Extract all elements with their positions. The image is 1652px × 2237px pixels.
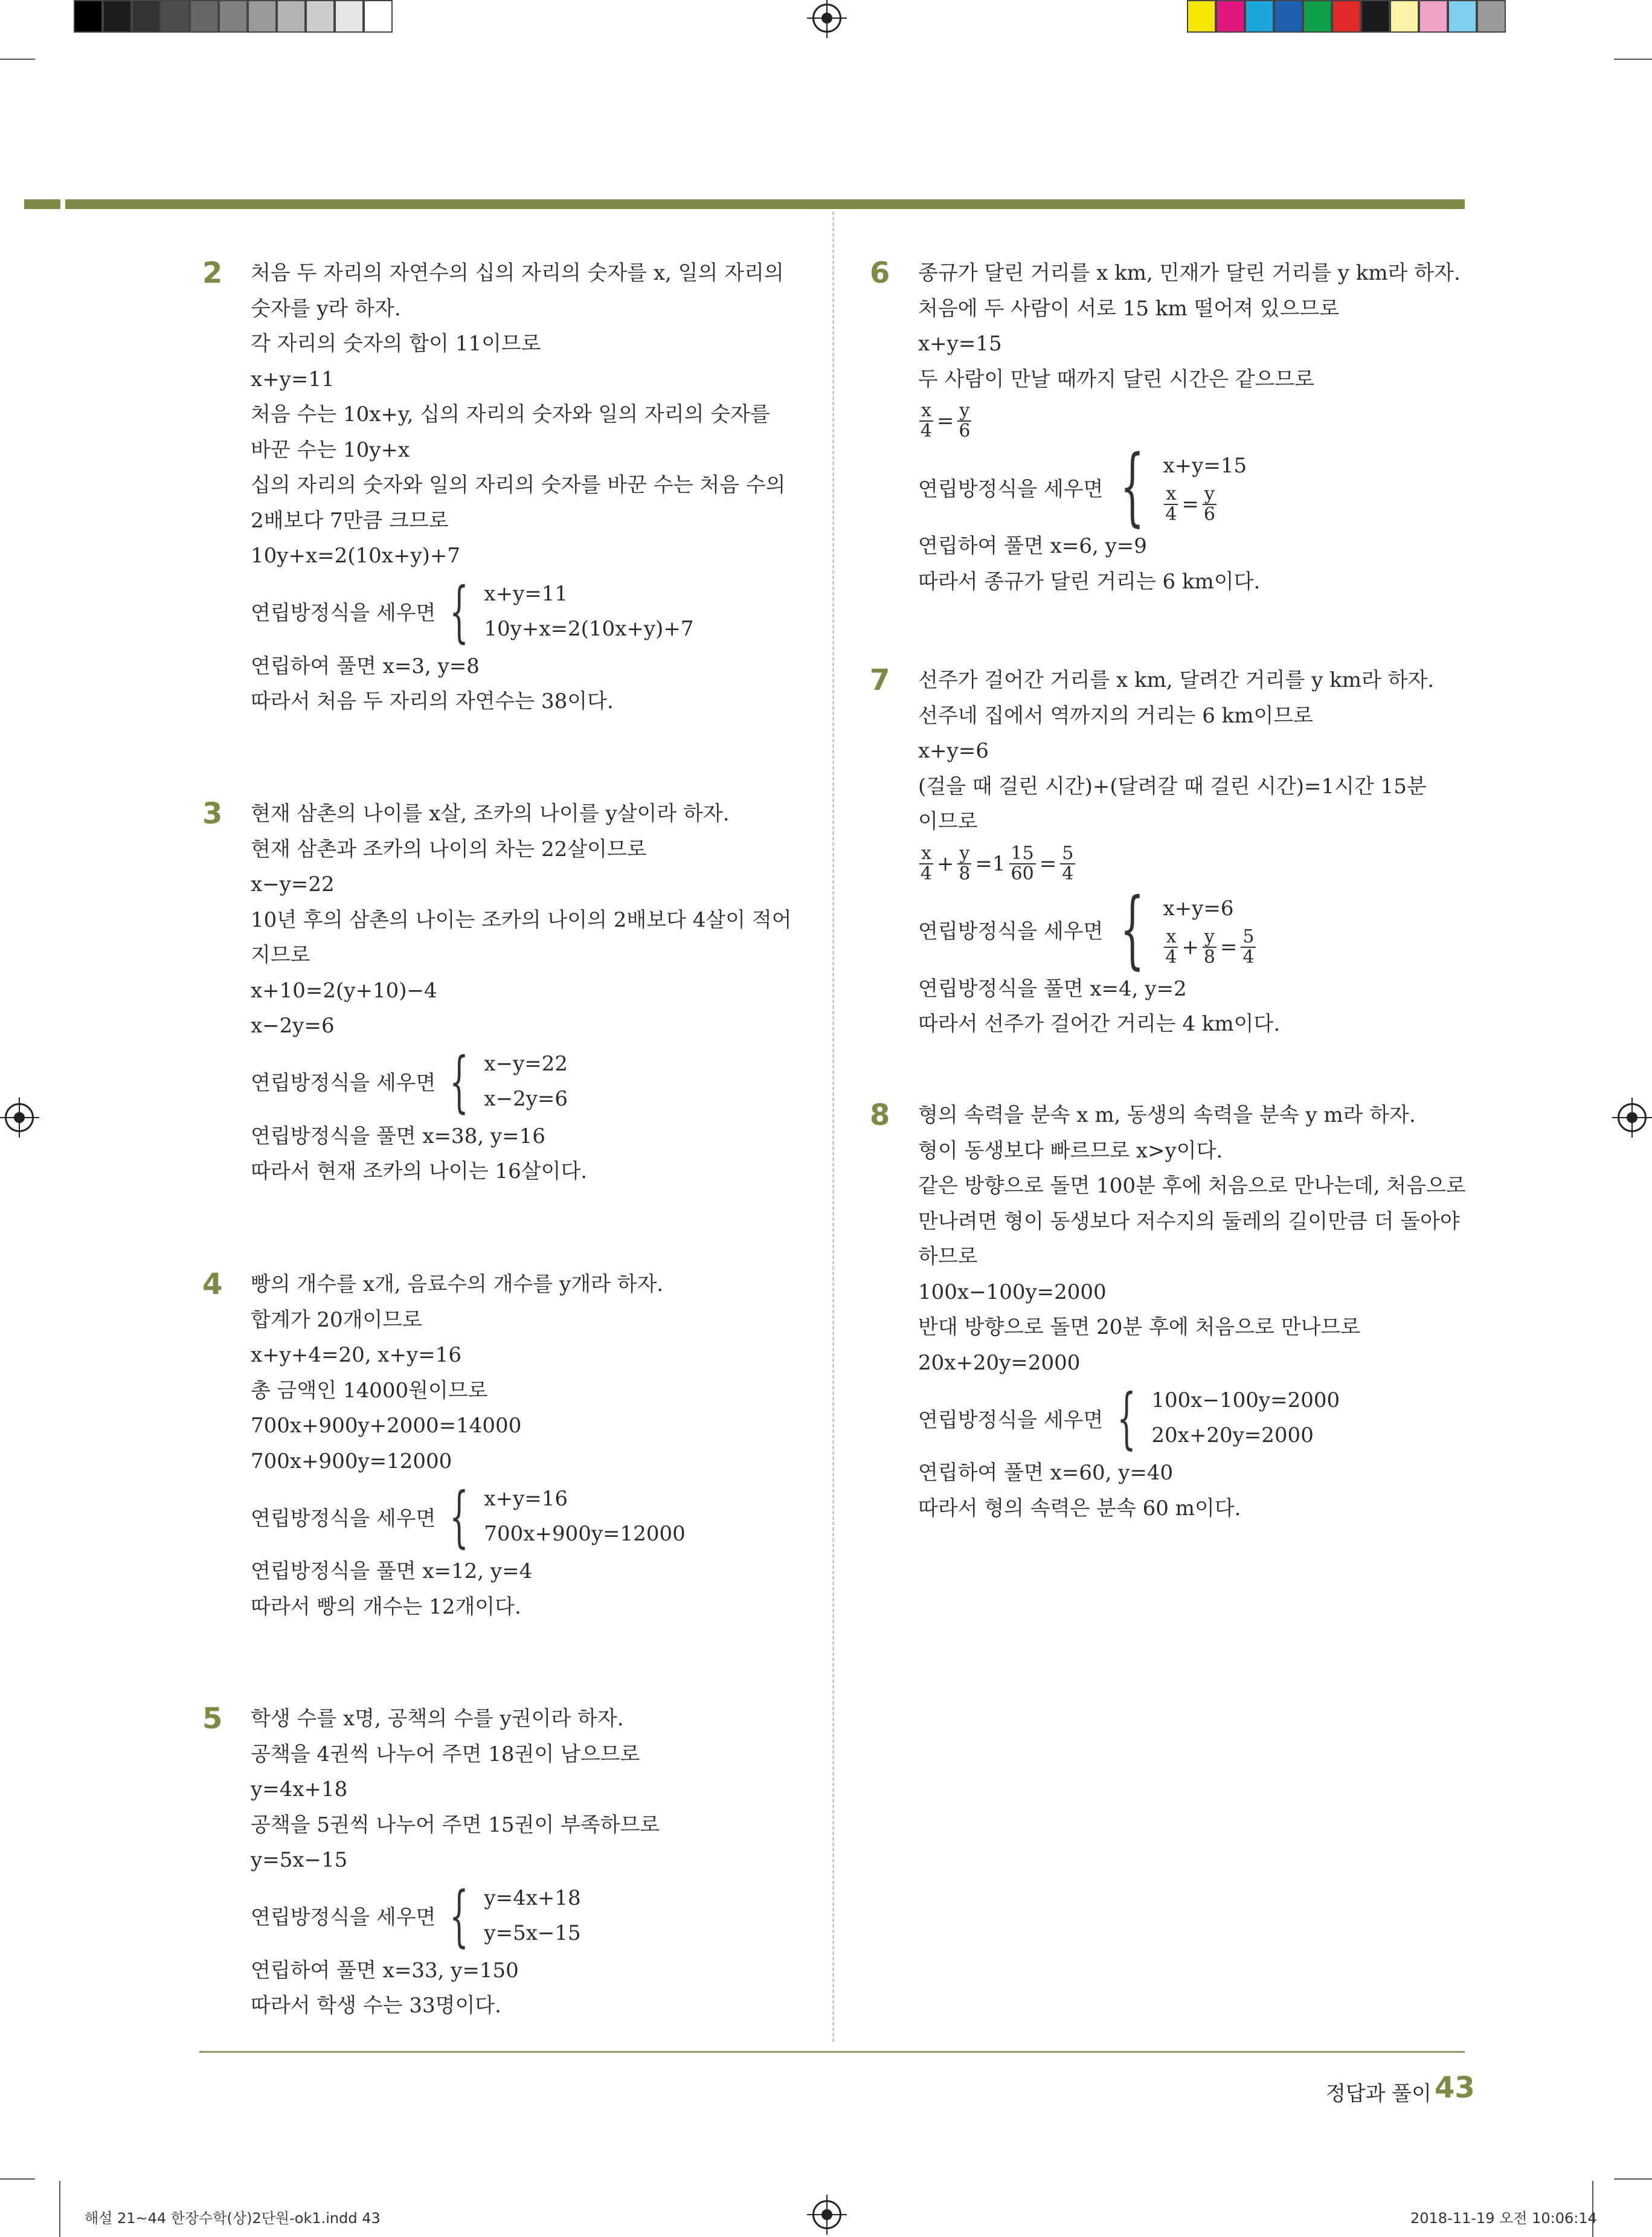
fraction-equation <box>1163 926 1257 968</box>
text-line: 공책을 5권씩 나누어 주면 15권이 부족하므로 <box>251 1812 660 1837</box>
left-brace-icon: { <box>1120 880 1145 979</box>
registration-mark-icon <box>5 1103 34 1132</box>
problem-8 <box>870 1098 1570 1526</box>
operator: = <box>1039 851 1057 876</box>
text-line: x+y=11 <box>251 367 335 391</box>
problem-4 <box>202 1267 903 1624</box>
crop-mark <box>0 59 35 60</box>
numerator: y <box>1203 927 1217 948</box>
text-line: 총 금액인 14000원이므로 <box>251 1378 488 1403</box>
footer-rule <box>199 2051 1465 2053</box>
problem-number: 8 <box>870 1098 890 1132</box>
text-line: 따라서 현재 조카의 나이는 16살이다. <box>251 1159 588 1183</box>
text-line: y=4x+18 <box>251 1777 348 1801</box>
text-line: 이므로 <box>918 810 978 834</box>
text-line: 700x+900y=12000 <box>484 1522 686 1546</box>
color-swatch <box>1477 0 1506 33</box>
text-line: 따라서 형의 속력은 분속 60 m이다. <box>918 1496 1241 1521</box>
gray-swatches <box>74 0 393 33</box>
file-slug: 해설 21~44 한장수학(상)2단원-ok1.indd 43 <box>85 2210 381 2227</box>
left-brace-icon: { <box>1117 1379 1137 1456</box>
color-swatch <box>1448 0 1477 33</box>
problem-number: 2 <box>202 256 223 290</box>
color-swatch <box>1419 0 1448 33</box>
text-line: 합계가 20개이므로 <box>251 1307 422 1332</box>
text-line: 빵의 개수를 x개, 음료수의 개수를 y개라 하자. <box>251 1272 664 1296</box>
color-swatch <box>1274 0 1303 33</box>
color-swatch <box>1361 0 1390 33</box>
text-line: 따라서 학생 수는 33명이다. <box>251 1994 501 2018</box>
numerator: 15 <box>1009 844 1036 864</box>
text-line: 따라서 종규가 달린 거리는 6 km이다. <box>918 569 1261 594</box>
color-swatch <box>1303 0 1332 33</box>
text-line: 만나려면 형이 동생보다 저수지의 둘레의 길이만큼 더 돌아야 <box>918 1209 1460 1234</box>
text-line: x+y=6 <box>1163 896 1234 921</box>
numerator: y <box>957 844 971 864</box>
operator: = <box>1181 492 1199 517</box>
fraction <box>1164 927 1178 967</box>
left-brace-icon: { <box>449 572 469 650</box>
text-line: 100x−100y=2000 <box>918 1279 1107 1304</box>
operator: =1 <box>975 851 1006 876</box>
color-swatch <box>1332 0 1361 33</box>
denominator: 6 <box>1203 504 1215 525</box>
system-label: 연립방정식을 세우면 <box>251 1071 436 1095</box>
color-swatch <box>248 0 277 33</box>
equation-system <box>251 1876 903 1954</box>
text-line: 지므로 <box>251 943 310 967</box>
numerator: x <box>1164 927 1178 948</box>
text-line: x+y=15 <box>1163 454 1247 478</box>
system-equations <box>484 576 693 646</box>
system-label: 연립방정식을 세우면 <box>918 477 1104 501</box>
problem-3 <box>202 796 903 1189</box>
text-line: 10y+x=2(10x+y)+7 <box>251 544 461 568</box>
numerator: y <box>957 401 971 422</box>
denominator: 6 <box>959 420 971 442</box>
fraction <box>1241 927 1256 967</box>
text-line: 700x+900y=12000 <box>251 1449 452 1473</box>
text-line: x−y=22 <box>251 872 335 896</box>
text-line: 2배보다 7만큼 크므로 <box>251 508 449 533</box>
operator: = <box>1220 935 1238 959</box>
text-line: 두 사람이 만날 때까지 달린 시간은 같으므로 <box>918 367 1315 391</box>
denominator: 4 <box>1165 946 1177 968</box>
fraction <box>1164 484 1178 524</box>
text-line: 반대 방향으로 돌면 20분 후에 처음으로 만나므로 <box>918 1315 1361 1339</box>
section-label: 정답과 풀이 <box>1325 2082 1432 2106</box>
denominator: 8 <box>959 863 971 884</box>
crop-mark <box>0 2178 35 2180</box>
text-line: 연립하여 풀면 x=6, y=9 <box>918 534 1147 558</box>
system-label: 연립방정식을 세우면 <box>918 1408 1104 1432</box>
system-label: 연립방정식을 세우면 <box>251 1905 436 1930</box>
text-line: 연립방정식을 풀면 x=38, y=16 <box>251 1124 545 1148</box>
text-line: 현재 삼촌과 조카의 나이의 차는 22살이므로 <box>251 837 647 861</box>
equation-system <box>918 880 1570 979</box>
problem-number: 3 <box>202 797 223 831</box>
system-label: 연립방정식을 세우면 <box>918 919 1104 944</box>
text-line: y=5x−15 <box>484 1920 581 1945</box>
text-line: x+y+4=20, x+y=16 <box>251 1343 461 1367</box>
color-swatch <box>161 0 190 33</box>
text-line: 같은 방향으로 돌면 100분 후에 처음으로 만나는데, 처음으로 <box>918 1174 1466 1198</box>
numerator: x <box>919 401 933 422</box>
text-line: 연립방정식을 풀면 x=4, y=2 <box>918 976 1187 1001</box>
fraction-equation <box>918 840 1570 888</box>
text-line: 형이 동생보다 빠르므로 x>y이다. <box>918 1138 1223 1163</box>
denominator: 4 <box>920 863 932 884</box>
color-swatch <box>74 0 103 33</box>
denominator: 4 <box>1062 863 1074 884</box>
color-swatch <box>335 0 364 33</box>
problem-6 <box>870 256 1570 599</box>
equation-system <box>251 1042 903 1120</box>
fraction <box>1203 927 1217 967</box>
system-equations <box>1163 448 1247 526</box>
text-line: 따라서 처음 두 자리의 자연수는 38이다. <box>251 689 614 713</box>
fraction <box>919 401 933 441</box>
text-line: 연립하여 풀면 x=3, y=8 <box>251 654 480 678</box>
fraction <box>919 844 933 884</box>
numerator: 5 <box>1241 927 1256 948</box>
problem-5 <box>202 1701 903 2024</box>
denominator: 4 <box>920 420 932 442</box>
color-swatch <box>103 0 132 33</box>
print-timestamp: 2018-11-19 오전 10:06:14 <box>1410 2210 1597 2227</box>
text-line: 처음 수는 10x+y, 십의 자리의 숫자와 일의 자리의 숫자를 <box>251 402 770 426</box>
problem-7 <box>870 663 1570 1042</box>
text-line: 처음 두 자리의 자연수의 십의 자리의 숫자를 x, 일의 자리의 <box>251 261 784 285</box>
text-line: 10년 후의 삼촌의 나이는 조카의 나이의 2배보다 4살이 적어 <box>251 907 792 932</box>
denominator: 4 <box>1242 946 1255 968</box>
registration-mark-icon <box>812 4 841 33</box>
color-swatch <box>1187 0 1216 33</box>
left-brace-icon: { <box>449 1478 469 1555</box>
color-swatch <box>1216 0 1245 33</box>
system-equations <box>484 1046 568 1116</box>
fraction <box>957 844 971 884</box>
problem-number: 5 <box>202 1702 223 1736</box>
numerator: x <box>1164 484 1178 505</box>
fraction <box>1203 484 1217 524</box>
system-equations <box>1163 891 1257 968</box>
system-label: 연립방정식을 세우면 <box>251 601 436 625</box>
color-swatch <box>1245 0 1274 33</box>
text-line: 선주네 집에서 역까지의 거리는 6 km이므로 <box>918 703 1314 728</box>
left-brace-icon: { <box>449 1876 469 1954</box>
operator: + <box>1181 935 1199 959</box>
problem-2 <box>202 256 903 719</box>
text-line: 100x−100y=2000 <box>1151 1388 1340 1412</box>
system-equations <box>1151 1383 1340 1453</box>
text-line: 공책을 4권씩 나누어 주면 18권이 남으므로 <box>251 1742 640 1766</box>
color-swatch <box>219 0 248 33</box>
equation-system <box>918 437 1570 536</box>
color-swatch <box>190 0 219 33</box>
text-line: 연립하여 풀면 x=33, y=150 <box>251 1958 519 1983</box>
text-line: 종규가 달린 거리를 x km, 민재가 달린 거리를 y km라 하자. <box>918 261 1461 285</box>
text-line: x−2y=6 <box>484 1086 568 1111</box>
text-line: 따라서 선주가 걸어간 거리는 4 km이다. <box>918 1012 1281 1036</box>
denominator: 4 <box>1165 504 1177 525</box>
problem-number: 6 <box>870 256 890 290</box>
text-line: x+y=15 <box>918 332 1002 356</box>
operator: + <box>936 851 954 876</box>
color-swatch <box>132 0 161 33</box>
text-line: x+y=11 <box>484 581 568 606</box>
text-line: 처음에 두 사람이 서로 15 km 떨어져 있으므로 <box>918 296 1340 321</box>
text-line: x−y=22 <box>484 1051 568 1076</box>
registration-mark-icon <box>1618 1103 1647 1132</box>
operator: = <box>936 409 954 433</box>
text-line: 20x+20y=2000 <box>918 1350 1081 1375</box>
left-brace-icon: { <box>1120 437 1145 536</box>
crop-mark <box>1614 59 1652 60</box>
color-swatch <box>277 0 306 33</box>
fraction-equation <box>1163 483 1247 526</box>
denominator: 60 <box>1011 863 1034 884</box>
fraction <box>1060 844 1075 884</box>
text-line: 형의 속력을 분속 x m, 동생의 속력을 분속 y m라 하자. <box>918 1103 1416 1127</box>
text-line: 따라서 빵의 개수는 12개이다. <box>251 1594 521 1619</box>
text-line: x−2y=6 <box>251 1014 335 1038</box>
system-equations <box>484 1881 580 1951</box>
text-line: 학생 수를 x명, 공책의 수를 y권이라 하자. <box>251 1707 624 1731</box>
text-line: (걸을 때 걸린 시간)+(달려갈 때 걸린 시간)=1시간 15분 <box>918 774 1427 799</box>
crop-mark <box>1614 2178 1652 2180</box>
equation-system <box>918 1379 1570 1456</box>
text-line: 선주가 걸어간 거리를 x km, 달려간 거리를 y km라 하자. <box>918 668 1435 692</box>
text-line: x+10=2(y+10)−4 <box>251 978 437 1003</box>
text-line: 각 자리의 숫자의 합이 11이므로 <box>251 332 541 356</box>
numerator: x <box>919 844 933 864</box>
text-line: y=4x+18 <box>484 1885 581 1910</box>
system-equations <box>484 1481 685 1551</box>
fraction <box>1009 844 1036 884</box>
text-line: 10y+x=2(10x+y)+7 <box>484 616 694 641</box>
text-line: x+y=6 <box>918 739 989 763</box>
fraction-equation <box>918 397 1570 445</box>
problem-number: 4 <box>202 1267 223 1301</box>
registration-mark-icon <box>812 2200 841 2229</box>
system-label: 연립방정식을 세우면 <box>251 1506 436 1531</box>
text-line: 연립하여 풀면 x=60, y=40 <box>918 1461 1174 1485</box>
color-swatches <box>1187 0 1506 33</box>
text-line: y=5x−15 <box>251 1848 348 1872</box>
fraction <box>957 401 971 441</box>
text-line: 십의 자리의 숫자와 일의 자리의 숫자를 바꾼 수는 처음 수의 <box>251 473 786 497</box>
color-swatch <box>306 0 335 33</box>
header-rule <box>24 199 1465 209</box>
crop-mark <box>59 2181 60 2237</box>
text-line: x+y=16 <box>484 1487 568 1511</box>
color-swatch <box>1390 0 1419 33</box>
text-line: 현재 삼촌의 나이를 x살, 조카의 나이를 y살이라 하자. <box>251 802 730 826</box>
equation-system <box>251 572 903 650</box>
text-line: 바꾼 수는 10y+x <box>251 437 410 462</box>
equation-system <box>251 1478 903 1555</box>
text-line: 하므로 <box>918 1244 978 1269</box>
text-line: 700x+900y+2000=14000 <box>251 1414 522 1438</box>
text-line: 연립방정식을 풀면 x=12, y=4 <box>251 1559 533 1583</box>
problem-number: 7 <box>870 663 890 697</box>
denominator: 8 <box>1203 946 1215 968</box>
color-swatch <box>364 0 393 33</box>
numerator: 5 <box>1060 844 1075 864</box>
text-line: 20x+20y=2000 <box>1151 1423 1314 1447</box>
page-number: 43 <box>1435 2071 1475 2105</box>
left-brace-icon: { <box>449 1042 469 1120</box>
numerator: y <box>1203 484 1217 505</box>
text-line: 숫자를 y라 하자. <box>251 296 401 321</box>
